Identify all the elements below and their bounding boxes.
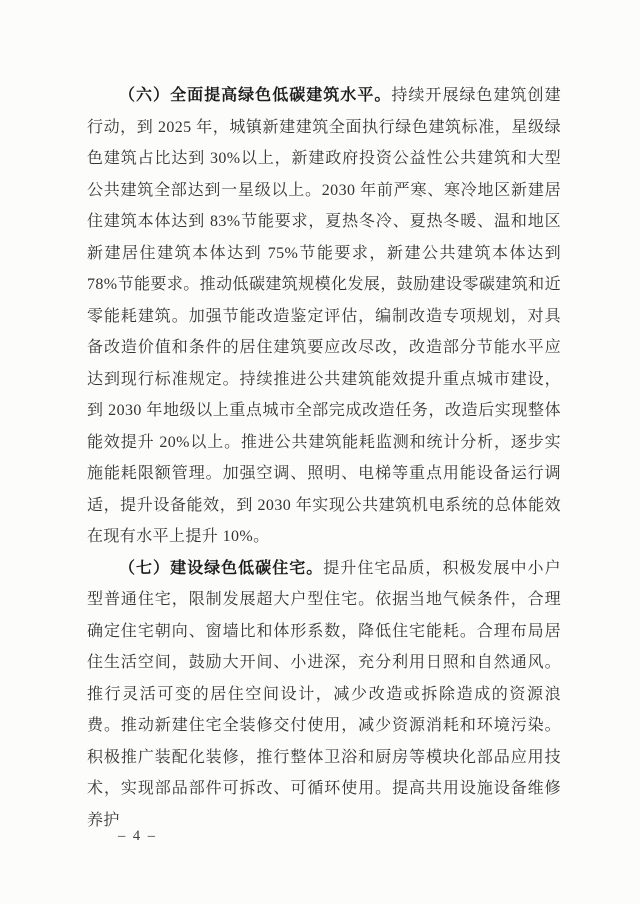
section-7-text: 提升住宅品质，积极发展中小户型普通住宅，限制发展超大户型住宅。依据当地气候条件，合理确定住宅朝向、窗墙比和体形系数，降低住宅能耗。合理布局居住生活空间，鼓励大开间、小进深，充分利用日照和自然通风。推行灵活可变的居住空间设计，减少改造或拆除造成的资源浪费。推动新建住宅全装修交付使用，减少资源消耗和环境污染。积极推广装配化装修，推行整体卫浴和厨房等模块化部品应用技术，实现部品部件可拆改、可循环使用。提高共用设施设备维修养护 (87, 559, 561, 829)
document-body (87, 80, 561, 836)
section-6-heading: （六）全面提高绿色低碳建筑水平。 (119, 87, 392, 104)
section-7-heading: （七）建设绿色低碳住宅。 (119, 559, 324, 577)
section-6-text: 持续开展绿色建筑创建行动，到 2025 年，城镇新建建筑全面执行绿色建筑标准，星级绿色建筑占比达到 30%以上，新建政府投资公益性公共建筑和大型公共建筑全部达到一星级以上。2030 年前严寒、寒冷地区新建居住建筑本体达到 83%节能要求，夏热冬冷、夏热冬暖、温和地区新建居住建筑本体达到 75%节能要求，新建公共建筑本体达到 78%节能要求。推动低碳建筑规模化发展，鼓励建设零碳建筑和近零能耗建筑。加强节能改造鉴定评估，编制改造专项规划，对具备改造价值和条件的居住建筑要应改尽改，改造部分节能水平应达到现行标准规定。持续推进公共建筑能效提升重点城市建设，到 2030 年地级以上重点城市全部完成改造任务，改造后实现整体能效提升 20%以上。推进公共建筑能耗监测和统计分析，逐步实施能耗限额管理。加强空调、照明、电梯等重点用能设备运行调适，提升设备能效，到 2030 年实现公共建筑机电系统的总体能效在现有水平上提升 10%。 (87, 87, 561, 545)
paragraph-section-6 (87, 80, 561, 553)
paragraph-section-7 (87, 553, 561, 837)
page-number: – 4 – (118, 828, 157, 844)
